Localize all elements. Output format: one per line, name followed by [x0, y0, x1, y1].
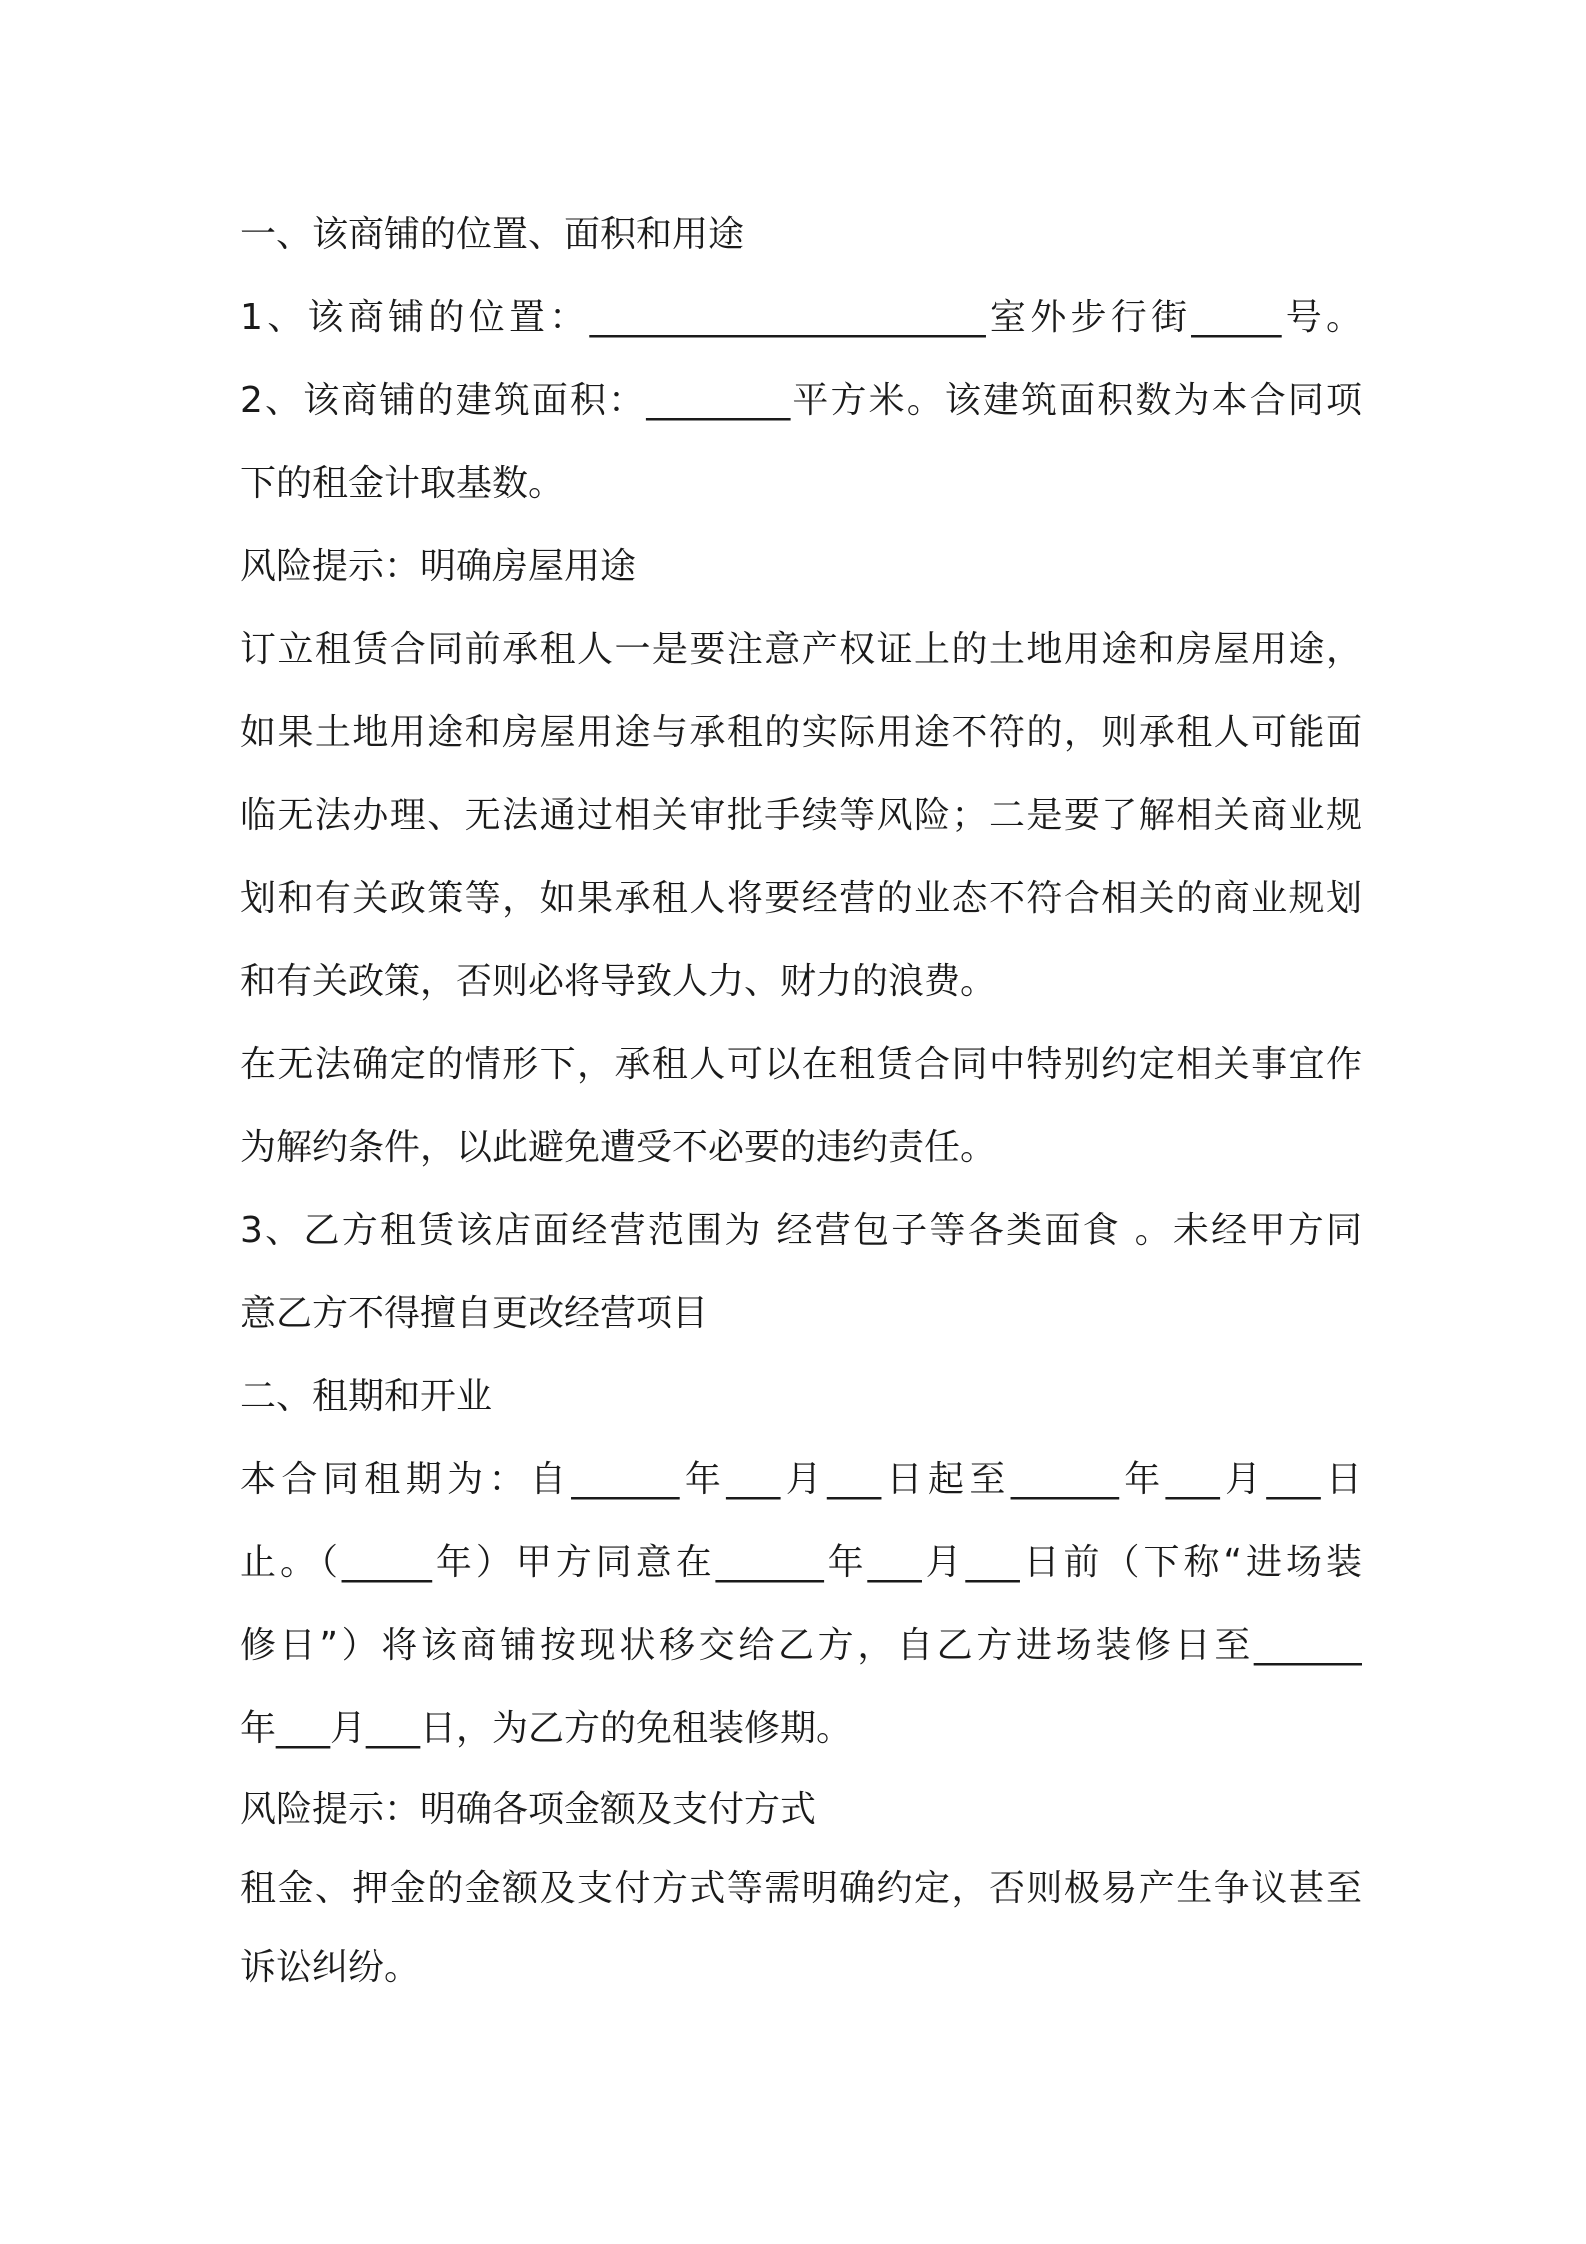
term-clause-line: 年___月___日，为乙方的免租装修期。: [240, 1708, 853, 1749]
term-clause-line: 修日”）将该商铺按现状移交给乙方，自乙方进场装修日至______: [240, 1625, 1362, 1666]
business-scope-clause-line: 3、乙方租赁该店面经营范围为 经营包子等各类面食 。未经甲方同: [240, 1210, 1362, 1251]
business-scope-clause-line: 意乙方不得擅自更改经营项目: [240, 1293, 709, 1334]
paragraph-line: 和有关政策，否则必将导致人力、财力的浪费。: [240, 961, 997, 1002]
section-heading: 二、租期和开业: [240, 1376, 493, 1417]
term-clause-line: 本合同租期为：自______年___月___日起至______年___月___日: [240, 1459, 1362, 1500]
paragraph-line: 租金、押金的金额及支付方式等需明确约定，否则极易产生争议甚至: [240, 1868, 1362, 1909]
term-clause-line: 止。（_____年）甲方同意在______年___月___日前（下称“进场装: [240, 1542, 1362, 1583]
paragraph-line: 诉讼纠纷。: [240, 1947, 421, 1988]
area-clause-line: 2、该商铺的建筑面积：________平方米。该建筑面积数为本合同项: [240, 380, 1362, 421]
area-clause-line: 下的租金计取基数。: [240, 463, 565, 504]
paragraph-line: 在无法确定的情形下，承租人可以在租赁合同中特别约定相关事宜作: [240, 1044, 1362, 1085]
risk-tip-heading: 风险提示：明确房屋用途: [240, 546, 637, 587]
document-body: [240, 193, 1362, 2007]
paragraph-line: 为解约条件，以此避免遭受不必要的违约责任。: [240, 1127, 997, 1168]
paragraph-line: 临无法办理、无法通过相关审批手续等风险；二是要了解相关商业规: [240, 795, 1362, 836]
section-heading: 一、该商铺的位置、面积和用途: [240, 214, 745, 255]
location-clause: 1、该商铺的位置：______________________室外步行街_____号。: [240, 297, 1362, 338]
paragraph-line: 如果土地用途和房屋用途与承租的实际用途不符的，则承租人可能面: [240, 712, 1362, 753]
paragraph-line: 划和有关政策等，如果承租人将要经营的业态不符合相关的商业规划: [240, 878, 1362, 919]
risk-tip-heading: 风险提示：明确各项金额及支付方式: [240, 1789, 817, 1830]
paragraph-line: 订立租赁合同前承租人一是要注意产权证上的土地用途和房屋用途，: [240, 629, 1362, 670]
